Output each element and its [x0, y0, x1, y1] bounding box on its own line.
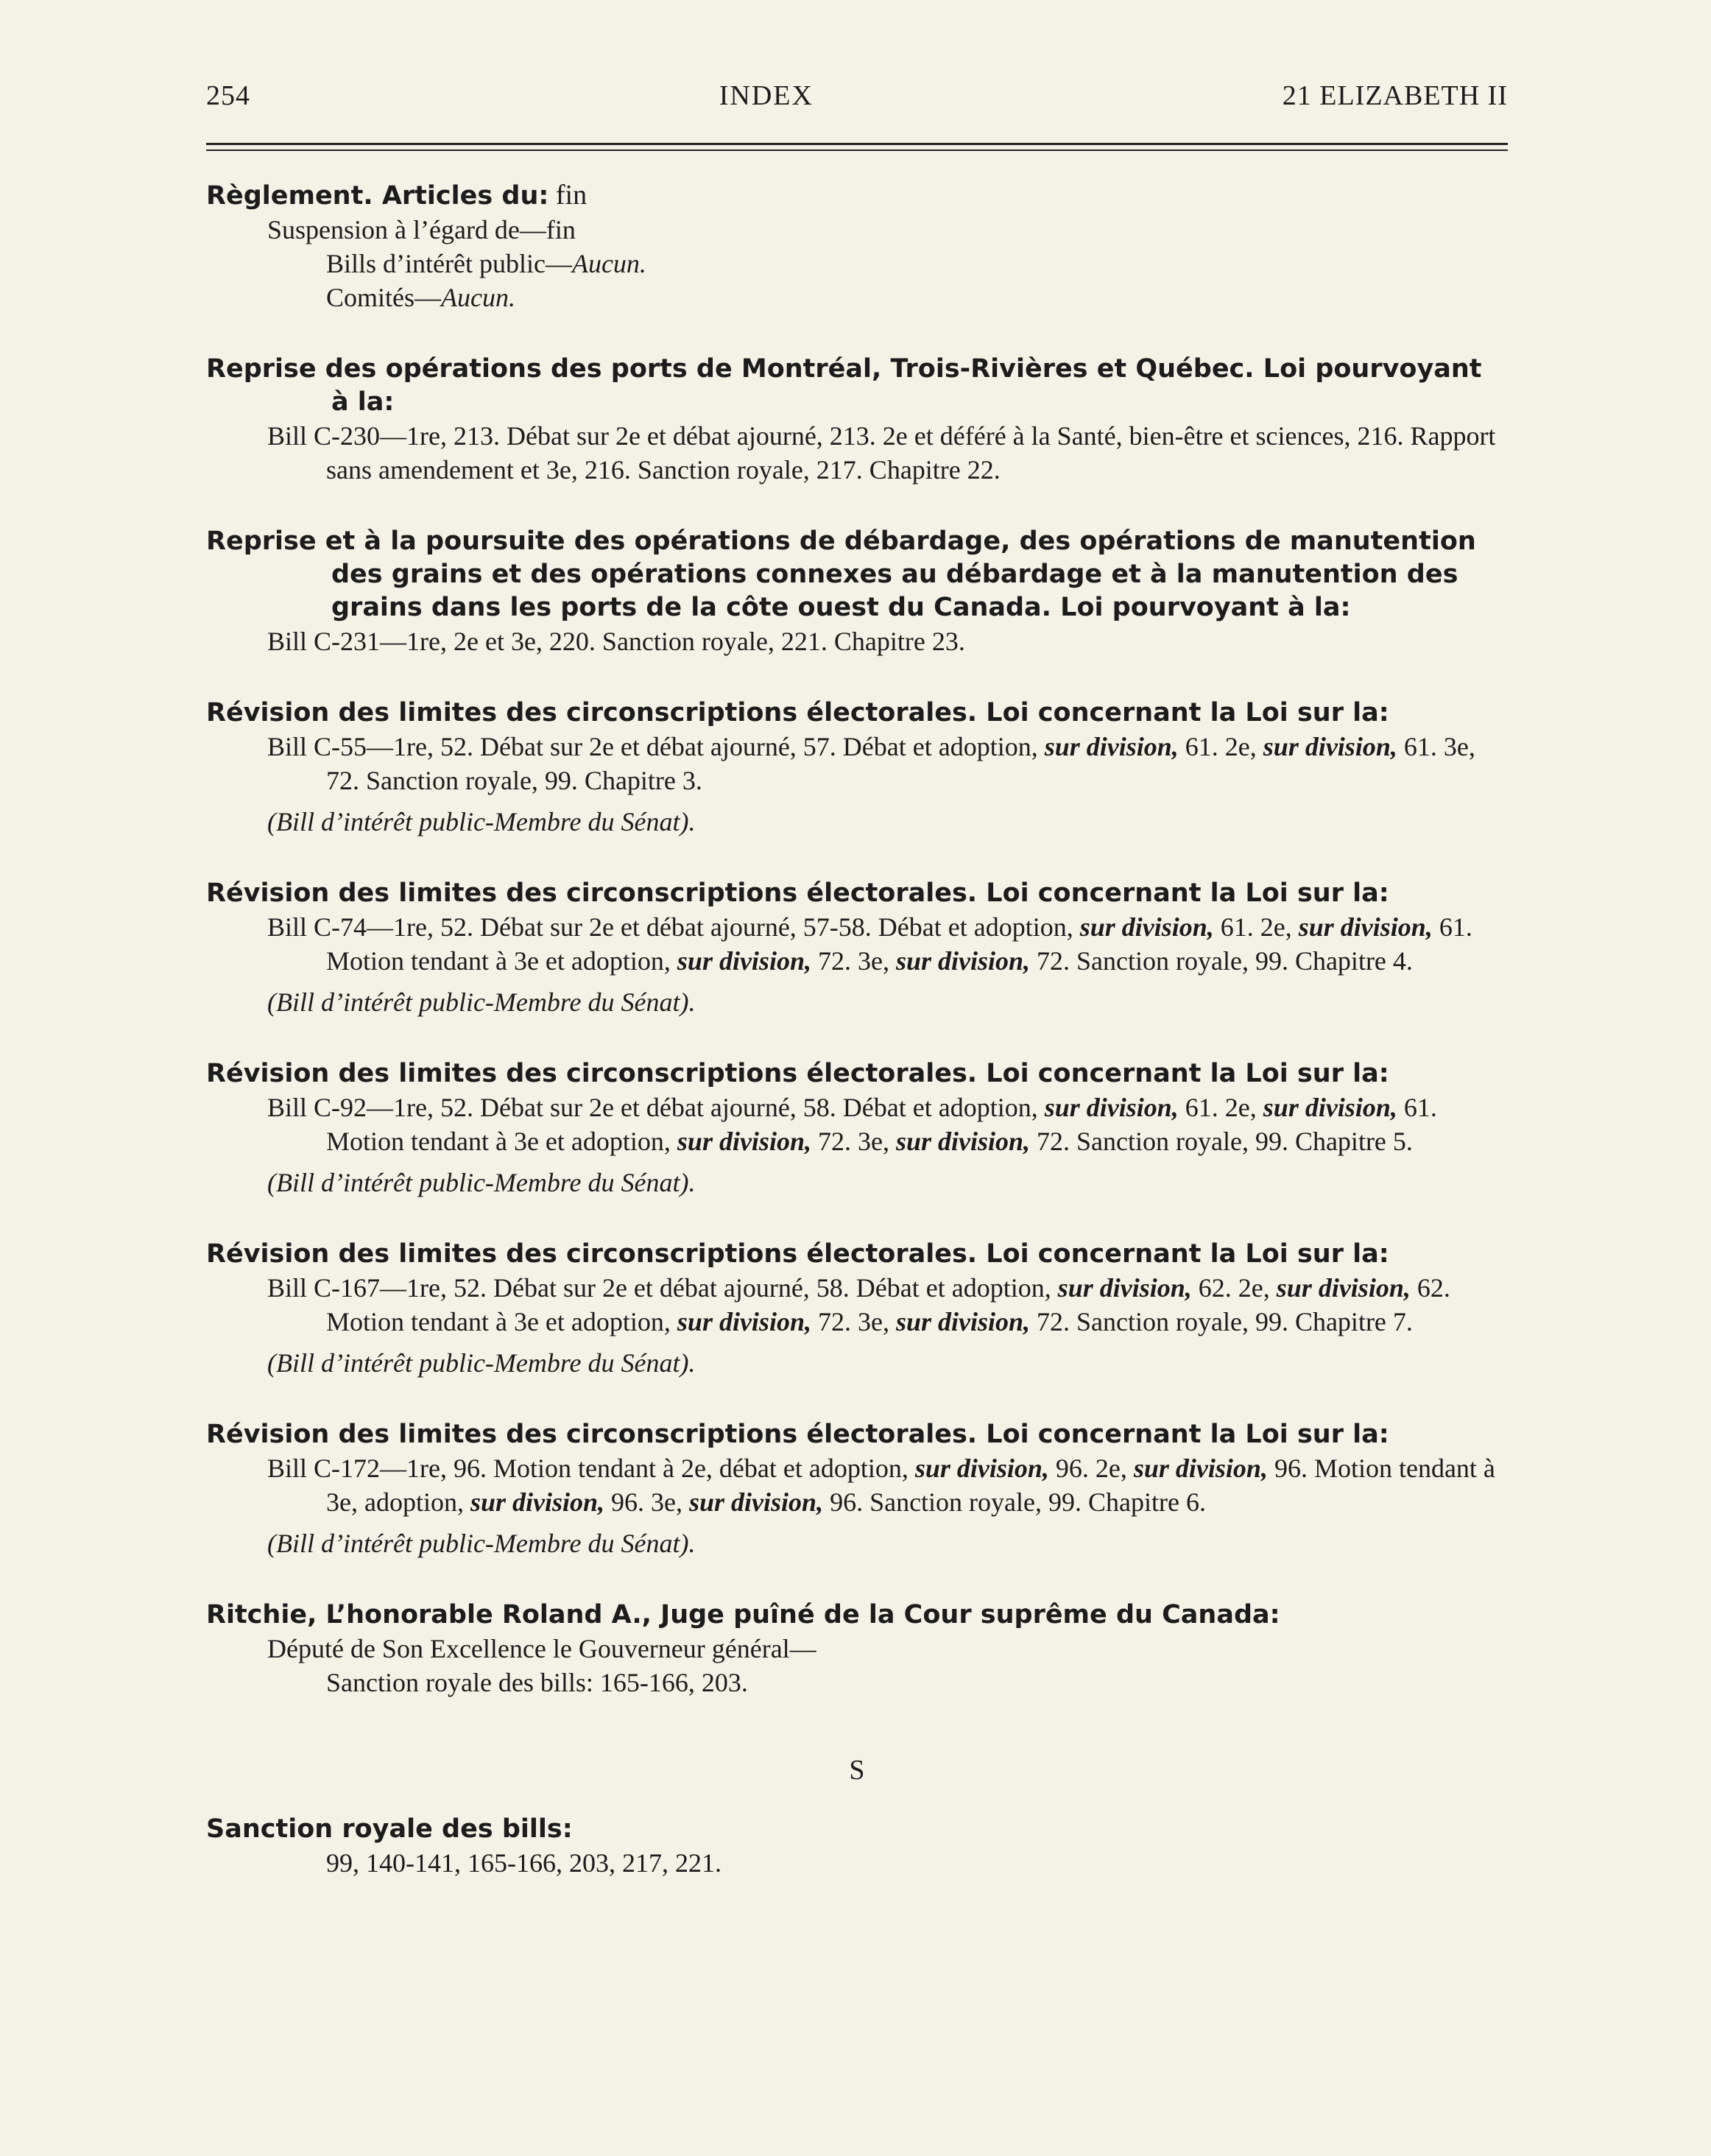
entry-heading: Sanction royale des bills: [206, 1814, 573, 1844]
header-rule-top [206, 143, 1508, 145]
entry-heading: Reprise et à la poursuite des opérations de débardage, des opérations de manutention des grains et des opérations connexes au débardage et à la manutention des grains dans les ports de la côte ouest du Canada. Loi pourvoyant à la: [206, 526, 1476, 622]
entry-heading: Ritchie, L’honorable Roland A., Juge puîné de la Cour suprême du Canada: [206, 1600, 1280, 1630]
entry-heading: Révision des limites des circonscriptions électorales. Loi concernant la Loi sur la: [206, 698, 1389, 728]
entry-note: (Bill d’intérêt public-Membre du Sénat). [267, 807, 696, 836]
entry-heading [206, 179, 1508, 213]
entry-italic: Aucun. [571, 249, 646, 278]
entry-heading: Révision des limites des circonscriptions électorales. Loi concernant la Loi sur la: [206, 1420, 1389, 1449]
entry-text: Bill C-55—1re, 52. Débat sur 2e et débat ajourné, 57. Débat et adoption, sur division, 61. 2e, sur division, 61. 3e, 72. Sanction royale, 99. Chapitre 3. [267, 732, 1475, 795]
heading-bold: Règlement. Articles du: [206, 181, 549, 211]
index-entry-reprise-debardage [206, 525, 1508, 658]
entry-heading: Révision des limites des circonscriptions électorales. Loi concernant la Loi sur la: [206, 1059, 1389, 1088]
entry-italic: Aucun. [441, 283, 515, 312]
heading-rest: fin [548, 180, 588, 211]
index-entry-reglement [206, 179, 1508, 314]
entry-text: Bill C-92—1re, 52. Débat sur 2e et débat ajourné, 58. Débat et adoption, sur division, 61. 2e, sur division, 61. Motion tendant à 3e et adoption, sur division, 72. 3e, sur division, 72. Sanction royale, 99. Chapitre 5. [267, 1093, 1437, 1156]
index-entry-revision-c55 [206, 697, 1508, 839]
entry-note: (Bill d’intérêt public-Membre du Sénat). [267, 1348, 696, 1378]
entry-note: (Bill d’intérêt public-Membre du Sénat). [267, 987, 696, 1017]
entry-note: (Bill d’intérêt public-Membre du Sénat). [267, 1529, 696, 1558]
entry-text: Bill C-231—1re, 2e et 3e, 220. Sanction royale, 221. Chapitre 23. [267, 627, 965, 656]
entry-text: Bill C-172—1re, 96. Motion tendant à 2e, débat et adoption, sur division, 96. 2e, sur division, 96. Motion tendant à 3e, adoption, sur division, 96. 3e, sur division, 96. Sanction royale, 99. Chapitre 6. [267, 1454, 1495, 1517]
entry-text: Comités— [326, 283, 442, 312]
index-entry-revision-c92 [206, 1057, 1508, 1199]
index-entry-ritchie [206, 1599, 1508, 1699]
entry-text: 99, 140-141, 165-166, 203, 217, 221. [326, 1848, 722, 1878]
entry-heading: Révision des limites des circonscriptions électorales. Loi concernant la Loi sur la: [206, 1239, 1389, 1269]
entry-line: Député de Son Excellence le Gouverneur général— [267, 1634, 816, 1663]
entry-text: Bill C-167—1re, 52. Débat sur 2e et débat ajourné, 58. Débat et adoption, sur division, 62. 2e, sur division, 62. Motion tendant à 3e et adoption, sur division, 72. 3e, sur division, 72. Sanction royale, 99. Chapitre 7. [267, 1273, 1450, 1336]
entry-heading: Reprise des opérations des ports de Montréal, Trois-Rivières et Québec. Loi pourvoyant à la: [206, 354, 1482, 417]
page-number: 254 [206, 80, 250, 111]
index-entry-revision-c167 [206, 1238, 1508, 1380]
entry-line [206, 247, 1508, 281]
index-entry-sanction-royale [206, 1813, 1508, 1880]
header-rule-bottom [206, 149, 1508, 151]
entry-line: Sanction royale des bills: 165-166, 203. [326, 1668, 748, 1697]
entry-heading: Révision des limites des circonscriptions électorales. Loi concernant la Loi sur la: [206, 878, 1389, 908]
page-header [206, 80, 1508, 121]
entry-line: Suspension à l’égard de—fin [267, 215, 576, 244]
index-entry-reprise-ports [206, 353, 1508, 487]
volume-label: 21 ELIZABETH II [1282, 80, 1508, 111]
index-entry-revision-c74 [206, 877, 1508, 1019]
entry-text: Bill C-230—1re, 213. Débat sur 2e et débat ajourné, 213. 2e et déféré à la Santé, bien-être et sciences, 216. Rapport sans amendement et 3e, 216. Sanction royale, 217. Chapitre 22. [267, 421, 1496, 485]
section-letter: S [849, 1755, 865, 1786]
entry-text: Bills d’intérêt public— [326, 249, 572, 278]
entry-line [206, 281, 1508, 314]
entry-text: Bill C-74—1re, 52. Débat sur 2e et débat ajourné, 57-58. Débat et adoption, sur division, 61. 2e, sur division, 61. Motion tendant à 3e et adoption, sur division, 72. 3e, sur division, 72. Sanction royale, 99. Chapitre 4. [267, 912, 1472, 976]
page-title: INDEX [719, 80, 814, 111]
entry-note: (Bill d’intérêt public-Membre du Sénat). [267, 1168, 696, 1197]
index-entry-revision-c172 [206, 1418, 1508, 1560]
